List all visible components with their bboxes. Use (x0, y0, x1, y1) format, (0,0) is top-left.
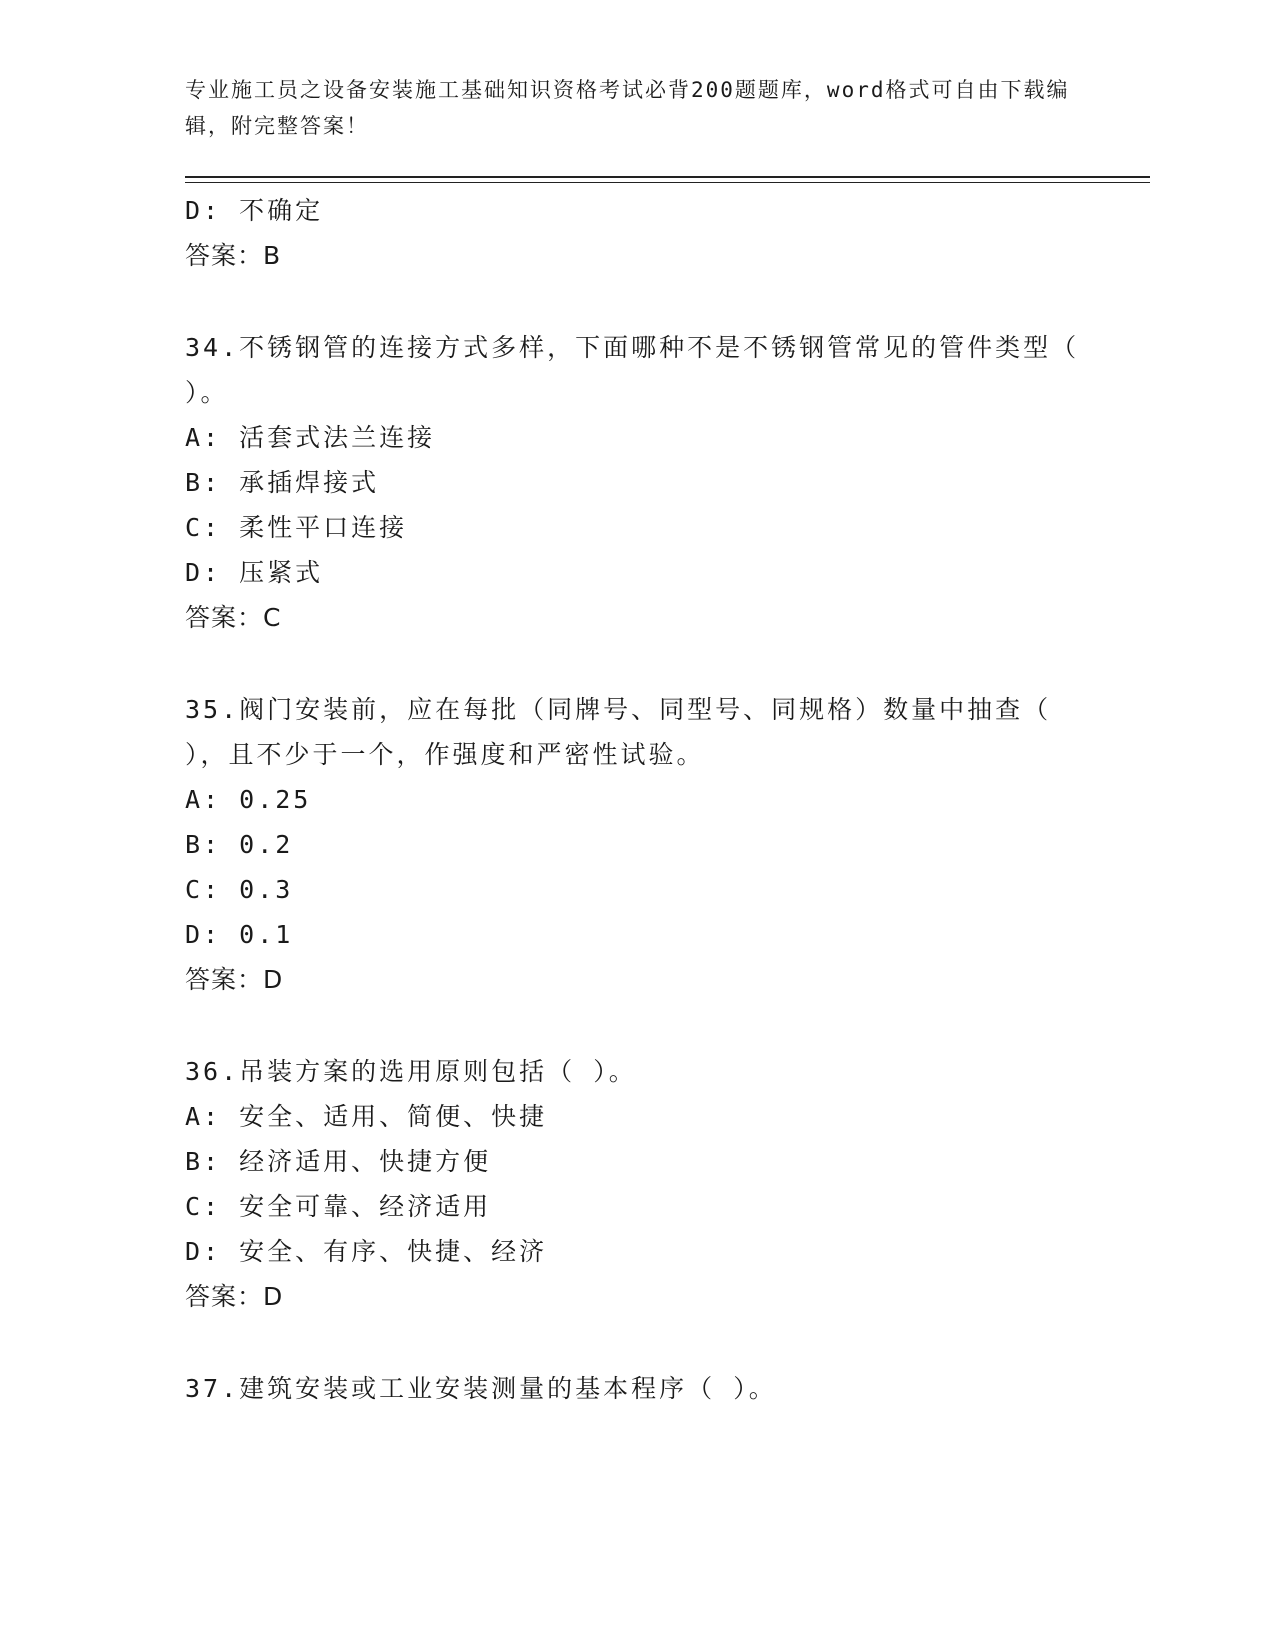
spacer (185, 1002, 1085, 1049)
question-block-34 (185, 325, 1085, 640)
spacer (185, 640, 1085, 687)
question-stem: 34.不锈钢管的连接方式多样，下面哪种不是不锈钢管常见的管件类型（ ）。 (185, 333, 1080, 407)
document-header: 专业施工员之设备安装施工基础知识资格考试必背200题题库，word格式可自由下载编辑，附完整答案！ (185, 78, 1070, 138)
question-block-36 (185, 1049, 1085, 1319)
question-block-37 (185, 1366, 1085, 1411)
header-rule-thin (185, 182, 1150, 183)
option-b: B: 0.2 (185, 830, 294, 859)
option-c: C: 0.3 (185, 875, 294, 904)
option-d: D: 安全、有序、快捷、经济 (185, 1237, 548, 1266)
answer: 答案：D (185, 1282, 284, 1311)
option-b: B: 经济适用、快捷方便 (185, 1147, 492, 1176)
option-c: C: 柔性平口连接 (185, 513, 408, 542)
question-stem: 36.吊装方案的选用原则包括（ ）。 (185, 1057, 637, 1086)
spacer (185, 1319, 1085, 1366)
answer: 答案：D (185, 965, 284, 994)
header-rule-thick (185, 176, 1150, 178)
spacer (185, 278, 1085, 325)
question-stem: 35.阀门安装前，应在每批（同牌号、同型号、同规格）数量中抽查（ ），且不少于一个，作强度和严密性试验。 (185, 695, 1052, 769)
option-d: D: 压紧式 (185, 558, 324, 587)
option-d: D: 0.1 (185, 920, 294, 949)
option-a: A: 安全、适用、简便、快捷 (185, 1102, 548, 1131)
option-d-previous: D: 不确定 (185, 196, 324, 225)
answer: 答案：C (185, 603, 282, 632)
option-c: C: 安全可靠、经济适用 (185, 1192, 492, 1221)
option-a: A: 0.25 (185, 785, 312, 814)
option-a: A: 活套式法兰连接 (185, 423, 436, 452)
document-body (185, 188, 1085, 1411)
question-block-35 (185, 687, 1085, 1002)
answer-previous: 答案：B (185, 241, 282, 270)
option-b: B: 承插焊接式 (185, 468, 380, 497)
question-stem: 37.建筑安装或工业安装测量的基本程序（ ）。 (185, 1374, 777, 1403)
